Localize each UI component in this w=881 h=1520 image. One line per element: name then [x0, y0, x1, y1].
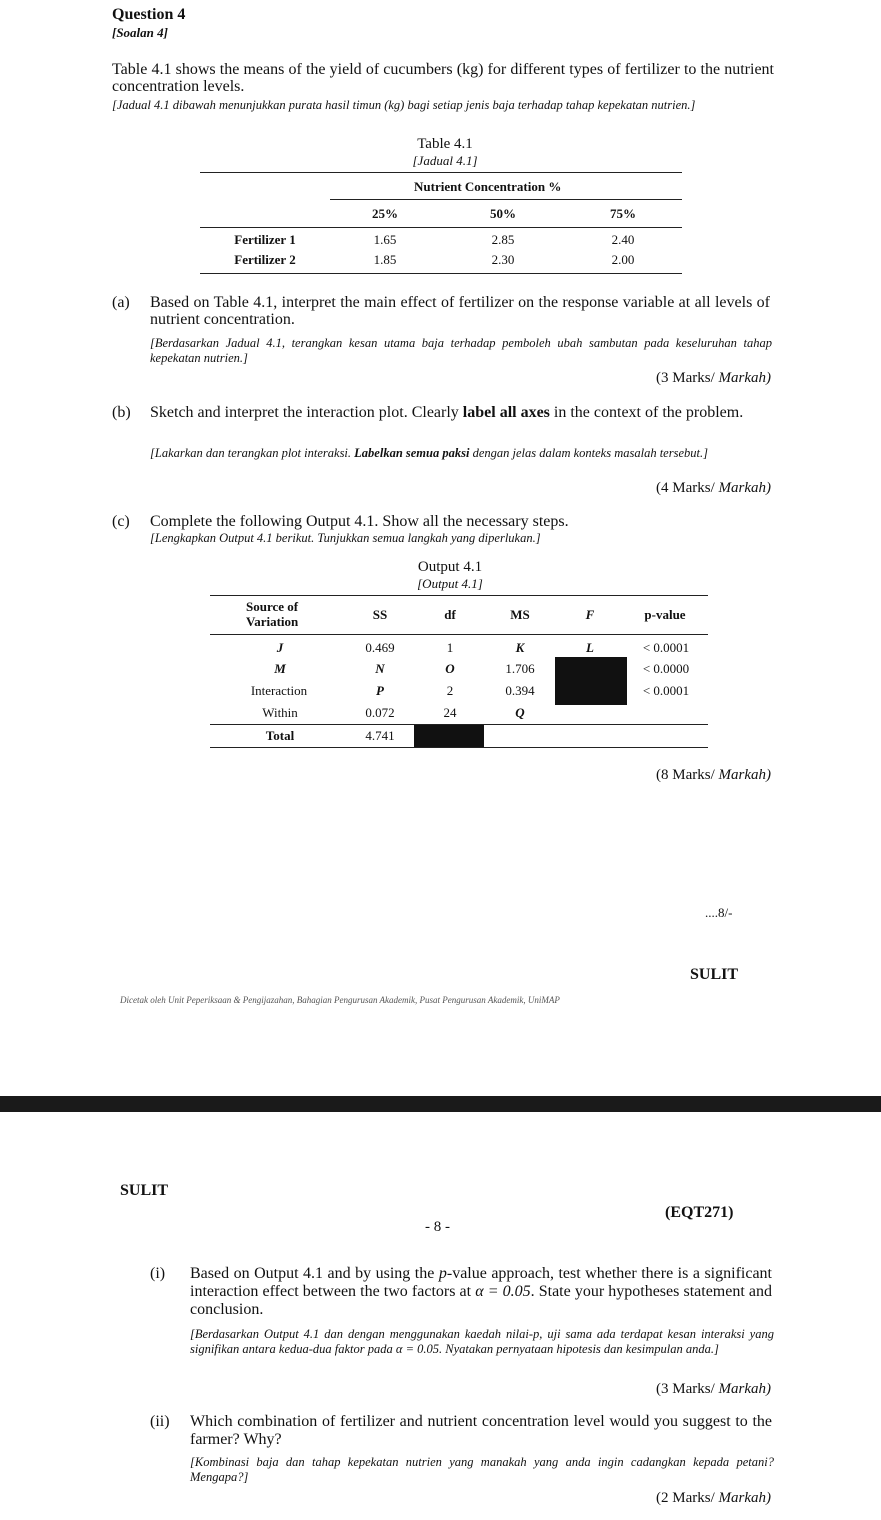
part-i-text-3: . State your hypotheses statement and conclusion. [190, 1283, 772, 1318]
output41-pvalue: < 0.0001 [642, 640, 690, 655]
part-b-text-2: in the context of the problem. [549, 404, 744, 421]
marks-my: Markah) [718, 480, 771, 496]
marks-en: (2 Marks/ [656, 1490, 715, 1506]
output41-source: M [274, 661, 286, 676]
part-c-label: (c) [112, 513, 130, 530]
part-b-label: (b) [112, 404, 131, 421]
page-number: - 8 - [425, 1219, 450, 1235]
redacted-total-df [414, 725, 484, 747]
part-b-marks [656, 480, 771, 497]
intro-text-malay: [Jadual 4.1 dibawah menunjukkan purata hasil timun (kg) bagi setiap jenis baja terhadap tahap kepekatan nutrien.] [112, 98, 696, 112]
part-a-text-malay: [Berdasarkan Jadual 4.1, terangkan kesan utama baja terhadap pemboleh ubah sambutan pada keseluruhan tahap kepekatan nutrien.] [150, 336, 772, 365]
marks-en: (3 Marks/ [656, 370, 715, 386]
output41-ms: 0.394 [505, 683, 535, 698]
output41-df: 2 [446, 683, 454, 698]
part-i-text-p: p [438, 1265, 447, 1282]
output41-ss: 0.469 [365, 640, 395, 655]
output41-ms: Q [515, 705, 525, 720]
table41-bottom-rule [200, 273, 682, 274]
table41-cell: 2.40 [611, 232, 635, 247]
marks-my: Markah) [718, 767, 771, 783]
part-b-malay-1: [Lakarkan dan terangkan plot interaksi. [150, 446, 355, 460]
page-divider [0, 1096, 881, 1112]
table41-col-header: 25% [372, 206, 398, 221]
output41-source: Within [262, 705, 298, 720]
output41-df: 24 [443, 705, 457, 720]
table41-cell: 1.65 [373, 232, 397, 247]
table41-group-rule [330, 199, 682, 200]
marks-my: Markah) [718, 1490, 771, 1506]
output41-caption: Output 4.1 [417, 559, 483, 575]
table41-caption-malay: [Jadual 4.1] [412, 153, 478, 168]
output41-source: Interaction [250, 683, 308, 698]
output41-ss: P [376, 683, 384, 698]
part-i-text [190, 1265, 772, 1319]
marks-en: (3 Marks/ [656, 1381, 715, 1397]
table41-header-rule [200, 227, 682, 228]
table41-cell: 2.85 [491, 232, 515, 247]
course-code: (EQT271) [665, 1204, 734, 1221]
table41-cell: 2.30 [491, 252, 515, 267]
output41-ss: N [375, 661, 385, 676]
output41-header-ms: MS [510, 607, 530, 622]
part-ii-text-malay: [Kombinasi baja dan tahap kepekatan nutrien yang manakah yang anda ingin cadangkan kepada petani? Mengapa?] [190, 1455, 774, 1484]
sulit-label: SULIT [120, 1182, 169, 1199]
output41-pvalue: < 0.0001 [642, 683, 690, 698]
page-continue-marker: ....8/- [705, 905, 733, 920]
marks-en: (8 Marks/ [656, 767, 715, 783]
marks-en: (4 Marks/ [656, 480, 715, 496]
part-a-marks [656, 370, 771, 387]
table41-cell: 1.85 [373, 252, 397, 267]
output41-header-pvalue: p-value [644, 607, 686, 622]
part-a-label: (a) [112, 294, 130, 311]
question-title: Question 4 [112, 6, 186, 23]
part-b-text-1: Sketch and interpret the interaction plot. Clearly [150, 404, 463, 421]
table41-row-label: Fertilizer 1 [234, 232, 296, 247]
part-b-malay-2: dengan jelas dalam konteks masalah tersebut.] [469, 446, 708, 460]
part-ii-label: (ii) [150, 1413, 170, 1430]
part-i-alpha: α = 0.05 [475, 1283, 531, 1300]
part-i-text-2: -value approach, test whether there is a significant interaction effect between the two factors at [190, 1265, 772, 1300]
question-title-malay: [Soalan 4] [112, 25, 168, 40]
output41-bottom-rule [210, 747, 708, 748]
output41-header-rule [210, 634, 708, 635]
output41-f: L [586, 640, 594, 655]
output41-source: Total [265, 728, 295, 743]
output41-caption-malay: [Output 4.1] [417, 576, 483, 591]
sulit-label: SULIT [690, 966, 739, 983]
table41-col-header: 75% [610, 206, 636, 221]
table41-top-rule [200, 172, 682, 173]
table41-row-label: Fertilizer 2 [234, 252, 296, 267]
output41-ss: 4.741 [365, 728, 395, 743]
intro-text: Table 4.1 shows the means of the yield of cucumbers (kg) for different types of fertilizer to the nutrient concentration levels. [112, 61, 774, 95]
part-c-text: Complete the following Output 4.1. Show all the necessary steps. [150, 513, 569, 530]
marks-my: Markah) [718, 1381, 771, 1397]
output41-header-df: df [444, 607, 456, 622]
marks-my: Markah) [718, 370, 771, 386]
part-c-marks [656, 767, 771, 784]
output41-top-rule [210, 595, 708, 596]
output41-source: J [276, 640, 284, 655]
output41-df: O [445, 661, 455, 676]
output41-df: 1 [446, 640, 454, 655]
part-b-text [150, 404, 770, 421]
page-footer: Dicetak oleh Unit Peperiksaan & Pengijazahan, Bahagian Pengurusan Akademik, Pusat Pengurusan Akademik, UniMAP [120, 995, 560, 1005]
table41-caption: Table 4.1 [417, 136, 473, 152]
output41-header-ss: SS [372, 607, 388, 622]
part-i-label: (i) [150, 1265, 166, 1282]
part-i-text-1: Based on Output 4.1 and by using the [190, 1265, 439, 1282]
table41-col-header: 50% [490, 206, 516, 221]
part-b-malay-bold: Labelkan semua paksi [354, 446, 470, 460]
redacted-f-values [555, 657, 627, 705]
part-b-text-malay [150, 446, 772, 461]
part-ii-text: Which combination of fertilizer and nutrient concentration level would you suggest to the farmer? Why? [190, 1413, 772, 1448]
part-b-text-bold: label all axes [462, 404, 550, 421]
output41-ss: 0.072 [365, 705, 395, 720]
part-c-text-malay: [Lengkapkan Output 4.1 berikut. Tunjukkan semua langkah yang diperlukan.] [150, 531, 541, 545]
part-ii-marks [656, 1490, 771, 1507]
table41-group-header: Nutrient Concentration % [414, 179, 562, 194]
part-i-text-malay: [Berdasarkan Output 4.1 dan dengan menggunakan kaedah nilai-p, uji sama ada terdapat kesan interaksi yang signifikan antara kedua-dua faktor pada α = 0.05. Nyatakan pernyataan hipotesis dan kesimpulan anda.] [190, 1327, 774, 1356]
output41-ms: K [515, 640, 525, 655]
output41-pvalue: < 0.0000 [642, 661, 690, 676]
output41-header-source: Source of Variation [246, 599, 299, 629]
output41-header-f: F [585, 607, 595, 622]
part-a-text: Based on Table 4.1, interpret the main effect of fertilizer on the response variable at all levels of nutrient concentration. [150, 294, 770, 328]
table41-cell: 2.00 [611, 252, 635, 267]
part-i-marks [656, 1381, 771, 1398]
output41-ms: 1.706 [505, 661, 535, 676]
